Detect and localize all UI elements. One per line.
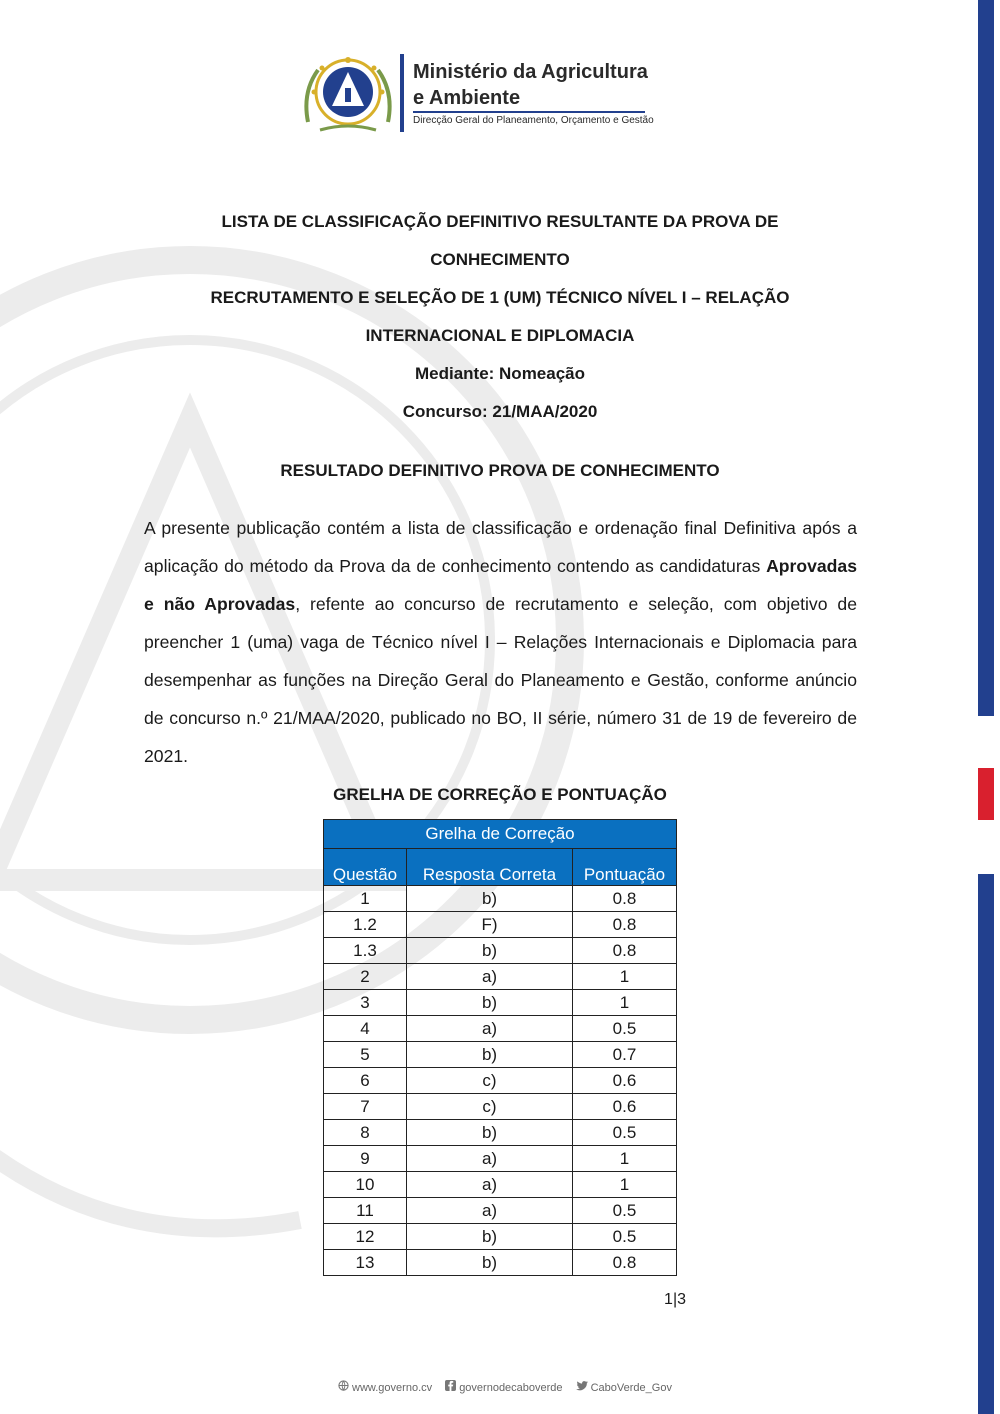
cell-answer: c) — [407, 1068, 573, 1094]
table-row — [324, 990, 677, 1016]
document-title-block — [130, 203, 870, 431]
cell-question: 4 — [324, 1016, 407, 1042]
side-bar-blue-top — [978, 0, 994, 716]
cell-answer: b) — [407, 1250, 573, 1276]
cell-question: 12 — [324, 1224, 407, 1250]
facebook-link[interactable]: governodecaboverde — [459, 1381, 563, 1394]
cell-answer: a) — [407, 1016, 573, 1042]
table-row — [324, 912, 677, 938]
cell-question: 13 — [324, 1250, 407, 1276]
table-caption: Grelha de Correção — [324, 820, 677, 849]
cell-score: 0.8 — [573, 886, 677, 912]
cell-answer: b) — [407, 938, 573, 964]
cell-question: 1.2 — [324, 912, 407, 938]
body-text-part2: , refente ao concurso de recrutamento e seleção, com objetivo de preencher 1 (uma) vaga de Técnico nível I – Relações Internacionais e Diplomacia para desempenhar as funções na Direção Geral do Planeamento e Gestão, conforme anúncio de concurso n.º 21/MAA/2020, publicado no BO, II série, número 31 de 19 de fevereiro de 2021. — [144, 594, 857, 766]
cell-score: 0.5 — [573, 1016, 677, 1042]
twitter-icon — [576, 1381, 588, 1394]
cell-question: 1 — [324, 886, 407, 912]
cell-answer: a) — [407, 964, 573, 990]
table-row — [324, 1042, 677, 1068]
table-row — [324, 1172, 677, 1198]
cell-question: 7 — [324, 1094, 407, 1120]
cell-answer: b) — [407, 1224, 573, 1250]
cell-question: 3 — [324, 990, 407, 1016]
logo-underline — [413, 111, 645, 113]
ministry-name-line2: e Ambiente — [413, 87, 521, 109]
cell-score: 0.6 — [573, 1094, 677, 1120]
body-paragraph — [144, 509, 857, 775]
ministry-logo — [300, 50, 700, 140]
page-number: 1|3 — [664, 1291, 686, 1308]
website-link[interactable]: www.governo.cv — [352, 1381, 433, 1394]
title-line: Mediante: Nomeação — [414, 364, 586, 383]
cell-answer: a) — [407, 1198, 573, 1224]
body-text-part1: A presente publicação contém a lista de classificação e ordenação final Definitiva após a aplicação do método da Prova da de conhecimento contendo as candidaturas — [144, 518, 857, 576]
twitter-link[interactable]: CaboVerde_Gov — [590, 1381, 672, 1394]
cell-question: 9 — [324, 1146, 407, 1172]
table-row — [324, 964, 677, 990]
table-row — [324, 886, 677, 912]
section-title: RESULTADO DEFINITIVO PROVA DE CONHECIMENTO — [280, 461, 720, 480]
title-line: LISTA DE CLASSIFICAÇÃO DEFINITIVO RESULTANTE DA PROVA DE — [221, 212, 779, 231]
cell-answer: F) — [407, 912, 573, 938]
logo-divider — [400, 54, 404, 132]
title-line: Concurso: 21/MAA/2020 — [402, 402, 598, 421]
footer — [230, 1380, 770, 1396]
cell-answer: c) — [407, 1094, 573, 1120]
table-row — [324, 1224, 677, 1250]
table-row — [324, 1094, 677, 1120]
column-header-score: Pontuação — [573, 849, 677, 886]
table-row — [324, 1068, 677, 1094]
cell-question: 2 — [324, 964, 407, 990]
table-row — [324, 1198, 677, 1224]
cell-question: 5 — [324, 1042, 407, 1068]
cell-answer: b) — [407, 1042, 573, 1068]
table-row — [324, 1250, 677, 1276]
cell-answer: b) — [407, 1120, 573, 1146]
table-row — [324, 1146, 677, 1172]
cell-question: 6 — [324, 1068, 407, 1094]
cell-question: 8 — [324, 1120, 407, 1146]
cell-answer: b) — [407, 886, 573, 912]
cell-score: 0.5 — [573, 1120, 677, 1146]
cell-score: 1 — [573, 1172, 677, 1198]
cell-score: 0.7 — [573, 1042, 677, 1068]
title-line: CONHECIMENTO — [430, 250, 570, 269]
facebook-icon — [445, 1380, 456, 1394]
cell-score: 0.8 — [573, 1250, 677, 1276]
cell-question: 10 — [324, 1172, 407, 1198]
ministry-name-line1: Ministério da Agricultura — [413, 61, 648, 83]
cell-score: 1 — [573, 964, 677, 990]
cell-score: 0.5 — [573, 1224, 677, 1250]
cell-question: 11 — [324, 1198, 407, 1224]
grid-title: GRELHA DE CORREÇÃO E PONTUAÇÃO — [333, 785, 667, 804]
table-row — [324, 938, 677, 964]
coat-of-arms-icon — [300, 52, 396, 138]
cell-question: 1.3 — [324, 938, 407, 964]
directorate-name: Direcção Geral do Planeamento, Orçamento e Gestão — [413, 115, 654, 126]
side-bar-blue-bottom — [978, 874, 994, 1414]
title-line: RECRUTAMENTO E SELEÇÃO DE 1 (UM) TÉCNICO NÍVEL I – RELAÇÃO — [210, 288, 790, 307]
cell-score: 1 — [573, 1146, 677, 1172]
column-header-question: Questão — [324, 849, 407, 886]
correction-grid-table — [323, 819, 677, 1276]
cell-answer: a) — [407, 1172, 573, 1198]
table-row — [324, 1120, 677, 1146]
cell-score: 0.8 — [573, 912, 677, 938]
column-header-answer: Resposta Correta — [407, 849, 573, 886]
cell-score: 0.8 — [573, 938, 677, 964]
title-line: INTERNACIONAL E DIPLOMACIA — [365, 326, 635, 345]
globe-icon — [338, 1380, 349, 1394]
side-bar-red — [978, 768, 994, 820]
table-row — [324, 1016, 677, 1042]
body-text-bold: Aprovadas e não Aprovadas — [144, 556, 857, 614]
cell-answer: a) — [407, 1146, 573, 1172]
cell-answer: b) — [407, 990, 573, 1016]
cell-score: 0.6 — [573, 1068, 677, 1094]
cell-score: 1 — [573, 990, 677, 1016]
cell-score: 0.5 — [573, 1198, 677, 1224]
